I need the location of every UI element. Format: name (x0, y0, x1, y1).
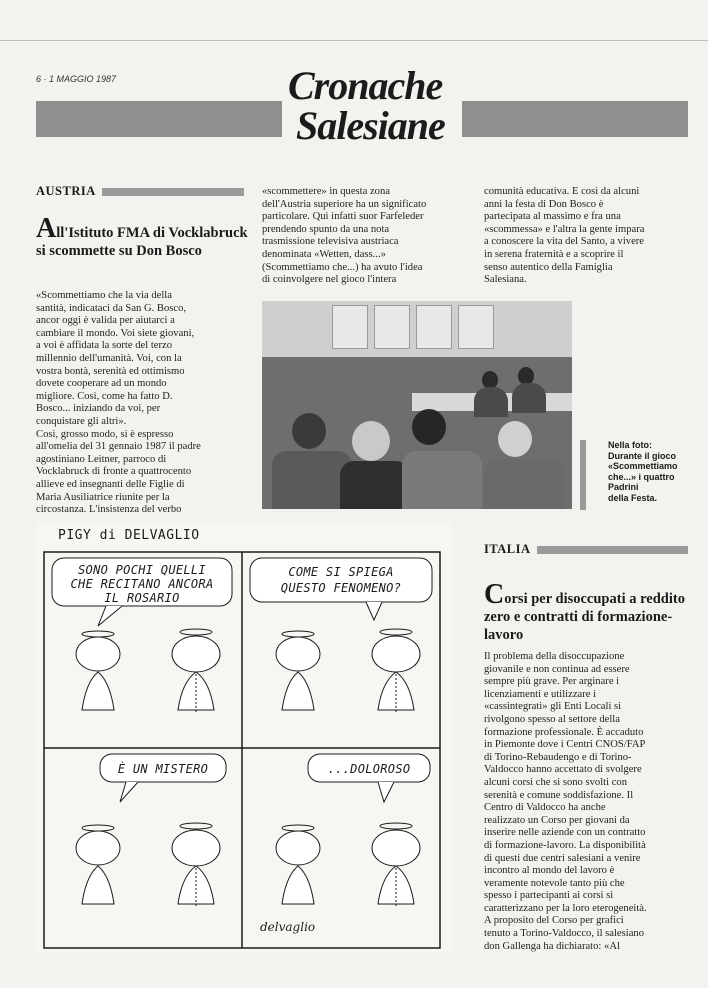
halo-icon (82, 631, 114, 637)
text-line: dovete cooperare ad un mondo (36, 378, 167, 390)
character-left (276, 825, 320, 904)
head-shape (372, 830, 420, 866)
photo-person (484, 459, 564, 509)
character-right (172, 629, 220, 712)
photo-person (340, 461, 410, 509)
photo-window (416, 305, 452, 349)
masthead-line-2: Salesiane (296, 103, 445, 148)
photo-person (474, 387, 508, 417)
text-line: alcuni corsi che si sono svolti con (484, 776, 627, 788)
comic-panel-3 (76, 754, 226, 906)
text-line: cambiare il mondo. Voi siete giovani, (36, 327, 195, 339)
section-label: AUSTRIA (36, 184, 96, 198)
austria-column-1 (36, 290, 258, 517)
character-left (76, 825, 120, 904)
photo-person (512, 383, 546, 413)
bubble-tail (98, 606, 122, 626)
photo-window (332, 305, 368, 349)
text-line: veramente notevole tanto più che (484, 877, 625, 889)
section-label: ITALIA (484, 542, 531, 556)
text-line: in serena fraternità e a scoprire il (484, 248, 624, 260)
speech-line: QUESTO FENOMENO? (280, 581, 402, 595)
head-shape (276, 831, 320, 865)
austria-column-3 (484, 186, 694, 287)
text-line: Bosco... iniziando da voi, per (36, 403, 161, 415)
text-line: incontro al mondo del lavoro è (484, 865, 615, 877)
text-line: all'omelia del 31 gennaio 1987 il padre (36, 441, 201, 453)
page-folio: 6 · 1 MAGGIO 1987 (36, 74, 117, 84)
event-photo (262, 301, 572, 509)
section-bar (537, 546, 688, 554)
text-line: Così, grosso modo, si è espresso (36, 428, 174, 440)
comic-panel-2 (250, 558, 432, 712)
bubble-tail (366, 602, 382, 620)
bubble-tail (378, 782, 394, 802)
photo-person (292, 413, 326, 449)
halo-icon (82, 825, 114, 831)
text-line: «Scommettiamo che la via della (36, 290, 172, 301)
speech-line: SONO POCHI QUELLI (78, 563, 206, 577)
text-line: don Gallenga ha dichiarato: «Al (484, 940, 620, 952)
halo-icon (380, 823, 412, 829)
text-line: agostiniano Leitner, parroco di (36, 453, 167, 465)
character-left (76, 631, 120, 710)
head-shape (76, 637, 120, 671)
text-line: particolare. Qui infatti suor Farfeleder (262, 211, 424, 223)
speech-line: COME SI SPIEGA (288, 565, 394, 579)
character-right (172, 823, 220, 906)
speech-line: È UN MISTERO (117, 762, 209, 776)
text-line: senso autentico della Famiglia (484, 261, 613, 273)
section-austria (36, 184, 244, 199)
comic-title: PIGY di DELVAGLIO (58, 528, 200, 543)
text-line: dell'Austria superiore ha un significato (262, 198, 427, 210)
caption-bar (580, 440, 586, 510)
text-line: Il problema della disoccupazione (484, 651, 625, 662)
section-bar (102, 188, 244, 196)
bubble-tail (120, 782, 138, 802)
photo-person (352, 421, 390, 461)
body-shape (282, 866, 314, 904)
text-line: licenziamenti e utilizzare i (484, 688, 597, 700)
head-shape (276, 637, 320, 671)
photo-window (374, 305, 410, 349)
text-line: «scommettere» in questa zona (262, 186, 390, 197)
head-shape (172, 636, 220, 672)
text-line: a voi è affidata la sorte del terzo (36, 340, 172, 352)
text-line: di questi due centri salesiani a venire (484, 852, 641, 864)
text-line: caratterizzano per la loro eterogeneità. (484, 902, 647, 914)
text-line: formazione professionale. È accaduto (484, 726, 644, 738)
text-line: (Scommettiamo che...) ha avuto l'idea (262, 261, 423, 273)
text-line: denominata «Wetten, dass...» (262, 248, 386, 260)
masthead-logo (282, 64, 462, 156)
text-line: serenità e comune soddisfazione. Il (484, 789, 634, 801)
comic-panel-1 (52, 558, 232, 712)
photo-person (412, 409, 446, 445)
speech-line: CHE RECITANO ANCORA (70, 577, 214, 591)
body-shape (82, 866, 114, 904)
character-right (372, 823, 420, 906)
text-line: giovanile e non continua ad essere (484, 663, 630, 675)
text-line: «cassintegrati» gli Enti Locali si (484, 701, 622, 713)
text-line: tenuto a Torino-Valdocco, il salesiano (484, 928, 644, 940)
text-line: migliore. Così, come ha fatto D. (36, 390, 173, 402)
text-line: inserire nelle aziende con un contratto (484, 827, 646, 839)
halo-icon (180, 823, 212, 829)
caption-line: che...» i quattro (608, 471, 675, 482)
text-line: allieve ed insegnanti delle Figlie di (36, 478, 185, 490)
comic-panels (36, 522, 452, 952)
halo-icon (380, 629, 412, 635)
text-line: millennio dell'umanità. Voi, con la (36, 352, 182, 364)
text-line: Centro di Valdocco ha anche (484, 802, 606, 814)
character-left (276, 631, 320, 710)
text-line: santità, indicataci da San G. Bosco, (36, 302, 187, 314)
text-line: sempre più grave. Per arginare i (484, 676, 620, 688)
text-line: a conoscere la vita del Santo, a vivere (484, 236, 645, 248)
body-shape (282, 672, 314, 710)
text-line: comunità educativa. E così da alcuni (484, 186, 640, 197)
text-line: Vocklabruck di fronte a quattrocento (36, 466, 192, 478)
caption-line: Padrini (608, 482, 639, 492)
character-right (372, 629, 420, 712)
head-shape (372, 636, 420, 672)
speech-line: IL ROSARIO (104, 591, 180, 605)
text-line: Salesiana. (484, 274, 527, 286)
top-rule (0, 40, 708, 41)
caption-line: della Festa. (608, 492, 658, 503)
head-shape (172, 830, 220, 866)
text-line: in Piemonte dove i Centri CNOS/FAP (484, 739, 646, 751)
caption-line: Durante il gioco (608, 450, 677, 461)
text-line: rivolgono spesso al settore della (484, 713, 620, 725)
masthead-line-1: Cronache (288, 63, 443, 108)
headline-initial: A (36, 213, 57, 244)
text-line: di coinvolgere nel gioco l'intera (262, 274, 397, 286)
text-line: circostanza. L'insistenza del verbo (36, 504, 182, 516)
photo-person (498, 421, 532, 457)
photo-caption (608, 440, 698, 503)
halo-icon (282, 825, 314, 831)
italia-column (484, 651, 694, 953)
comic-panel-4 (276, 754, 430, 906)
headline-text: ll'Istituto FMA di Vocklabruck si scommette su Don Bosco (36, 225, 248, 259)
comic-strip (36, 522, 452, 952)
text-line: «scommessa» e l'altra la gente impara (484, 223, 645, 235)
text-line: di formazione-lavoro. La disponibilità (484, 839, 646, 851)
text-line: ancor oggi è valida per aiutarci a (36, 315, 175, 327)
caption-line: Nella foto: (608, 440, 652, 450)
text-line: A proposito del Corso per grafici (484, 915, 624, 927)
text-line: vostra bontà, serenità ed ottimismo (36, 365, 185, 377)
text-line: spesso i partecipanti ai corsi si (484, 890, 614, 902)
caption-line: «Scommettiamo (608, 461, 678, 471)
section-italia (484, 542, 688, 557)
photo-person (402, 451, 482, 509)
halo-icon (180, 629, 212, 635)
body-shape (82, 672, 114, 710)
text-line: trasmissione televisiva austriaca (262, 236, 399, 248)
speech-line: ...DOLOROSO (327, 762, 411, 776)
photo-window (458, 305, 494, 349)
halo-icon (282, 631, 314, 637)
head-shape (76, 831, 120, 865)
text-line: Valdocco hanno accettato di svolgere (484, 764, 642, 776)
comic-signature: delvaglio (260, 920, 316, 934)
text-line: partecipata al massimo e fra una (484, 211, 621, 223)
headline-text: orsi per disoccupati a reddito zero e contratti di formazione-lavoro (484, 591, 685, 643)
text-line: conquistare gli altri». (36, 415, 127, 427)
austria-column-2 (262, 186, 472, 287)
text-line: anni la festa di Don Bosco è (484, 198, 604, 210)
text-line: realizzato un Corso per giovani da (484, 814, 630, 826)
text-line: di Torino-Rebaudengo e di Torino- (484, 751, 632, 763)
austria-headline (36, 213, 258, 260)
text-line: Maria Ausiliatrice riunite per la (36, 491, 170, 503)
italia-headline (484, 579, 694, 644)
text-line: prendendo spunto da una nota (262, 223, 390, 235)
headline-initial: C (484, 579, 505, 610)
